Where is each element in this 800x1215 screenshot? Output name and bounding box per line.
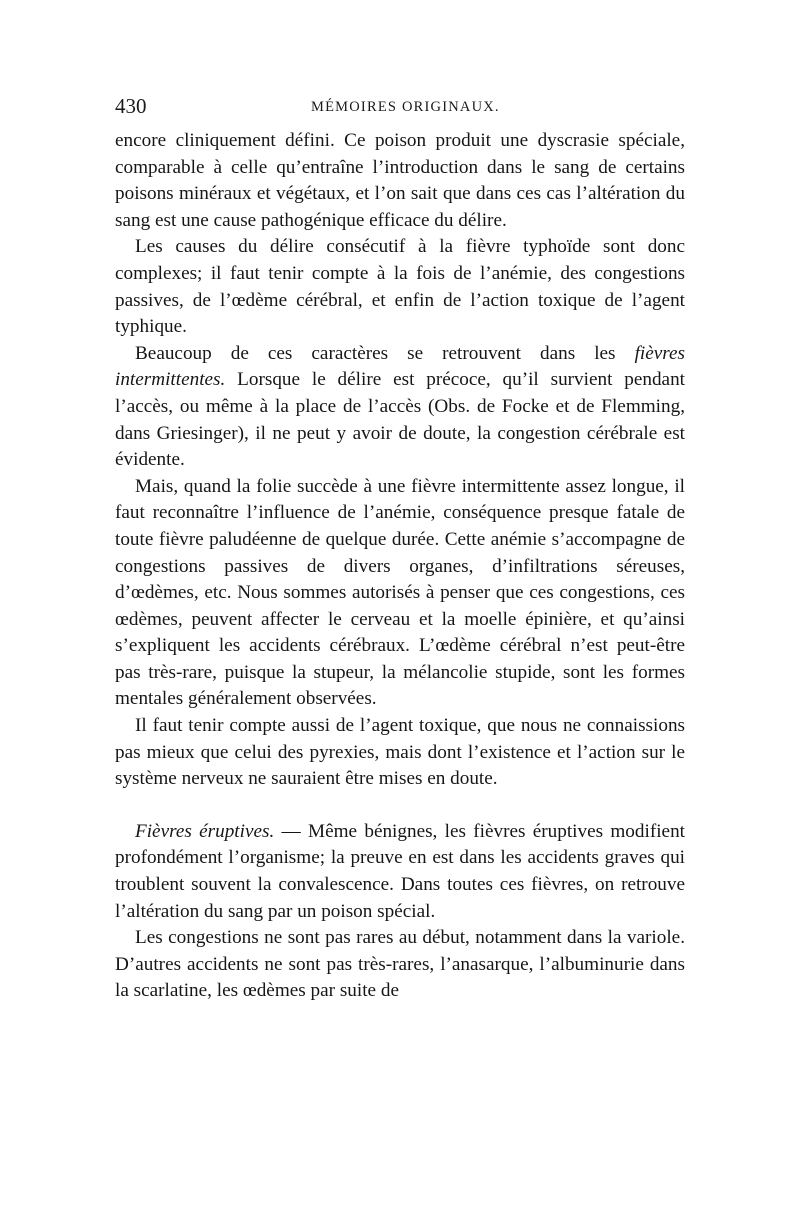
paragraph-3-start: Beaucoup de ces caractères se retrouvent dans les xyxy=(135,342,635,364)
paragraph-3 xyxy=(115,341,685,474)
paragraph-1: encore cliniquement défini. Ce poison produit une dyscrasie spéciale, comparable à celle qu’entraîne l’introduction dans le sang de certains poisons minéraux et végétaux, et l’on sait que dans ces cas l’altération du sang est une cause pathogénique efficace du délire. xyxy=(115,130,685,231)
body-text xyxy=(115,128,685,1005)
section-lead: Fièvres éruptives. xyxy=(135,820,275,842)
running-head: MÉMOIRES ORIGINAUX. xyxy=(311,99,500,115)
paragraph-2: Les causes du délire consécutif à la fièvre typhoïde sont donc complexes; il faut tenir compte à la fois de l’anémie, des congestions passives, de l’œdème cérébral, et enfin de l’action toxique de l’agent typhique. xyxy=(115,236,685,338)
paragraph-6 xyxy=(115,819,685,925)
paragraph-7: Les congestions ne sont pas rares au début, notamment dans la variole. D’autres accidents ne sont pas très-rares, l’anasarque, l’albuminurie dans la scarlatine, les œdèmes par suite de xyxy=(115,927,685,1002)
paragraph-4: Mais, quand la folie succède à une fièvre intermittente assez longue, il faut reconnaître l’influence de l’anémie, conséquence presque fatale de toute fièvre paludéenne de quelque durée. Cette anémie s’accompagne de congestions passives de divers organes, d’infiltrations séreuses, d’œdèmes, etc. Nous sommes autorisés à penser que ces congestions, ces œdèmes, peuvent affecter le cerveau et la moelle épinière, et qu’ainsi s’expliquent les accidents cérébraux. L’œdème cérébral n’est peut-être pas très-rare, puisque la stupeur, la mélancolie stupide, sont les formes mentales généralement observées. xyxy=(115,475,685,710)
paragraph-6-text: — Même bénignes, les fièvres éruptives modifient profondément l’organisme; la preuve en est dans les accidents graves qui troublent souvent la convalescence. Dans toutes ces fièvres, on retrouve l’altération du sang par un poison spécial. xyxy=(115,820,685,922)
italic-term: fièvres intermittentes. xyxy=(115,342,685,391)
paragraph-3-end: Lorsque le délire est précoce, qu’il survient pendant l’accès, ou même à la place de l’accès (Obs. de Focke et de Flemming, dans Griesinger), il ne peut y avoir de doute, la congestion cérébrale est évidente. xyxy=(115,369,685,471)
paragraph-5: Il faut tenir compte aussi de l’agent toxique, que nous ne connaissions pas mieux que celui des pyrexies, mais dont l’existence et l’action sur le système nerveux ne sauraient être mises en doute. xyxy=(115,715,685,790)
page-header xyxy=(115,94,685,120)
page-number: 430 xyxy=(115,94,147,118)
